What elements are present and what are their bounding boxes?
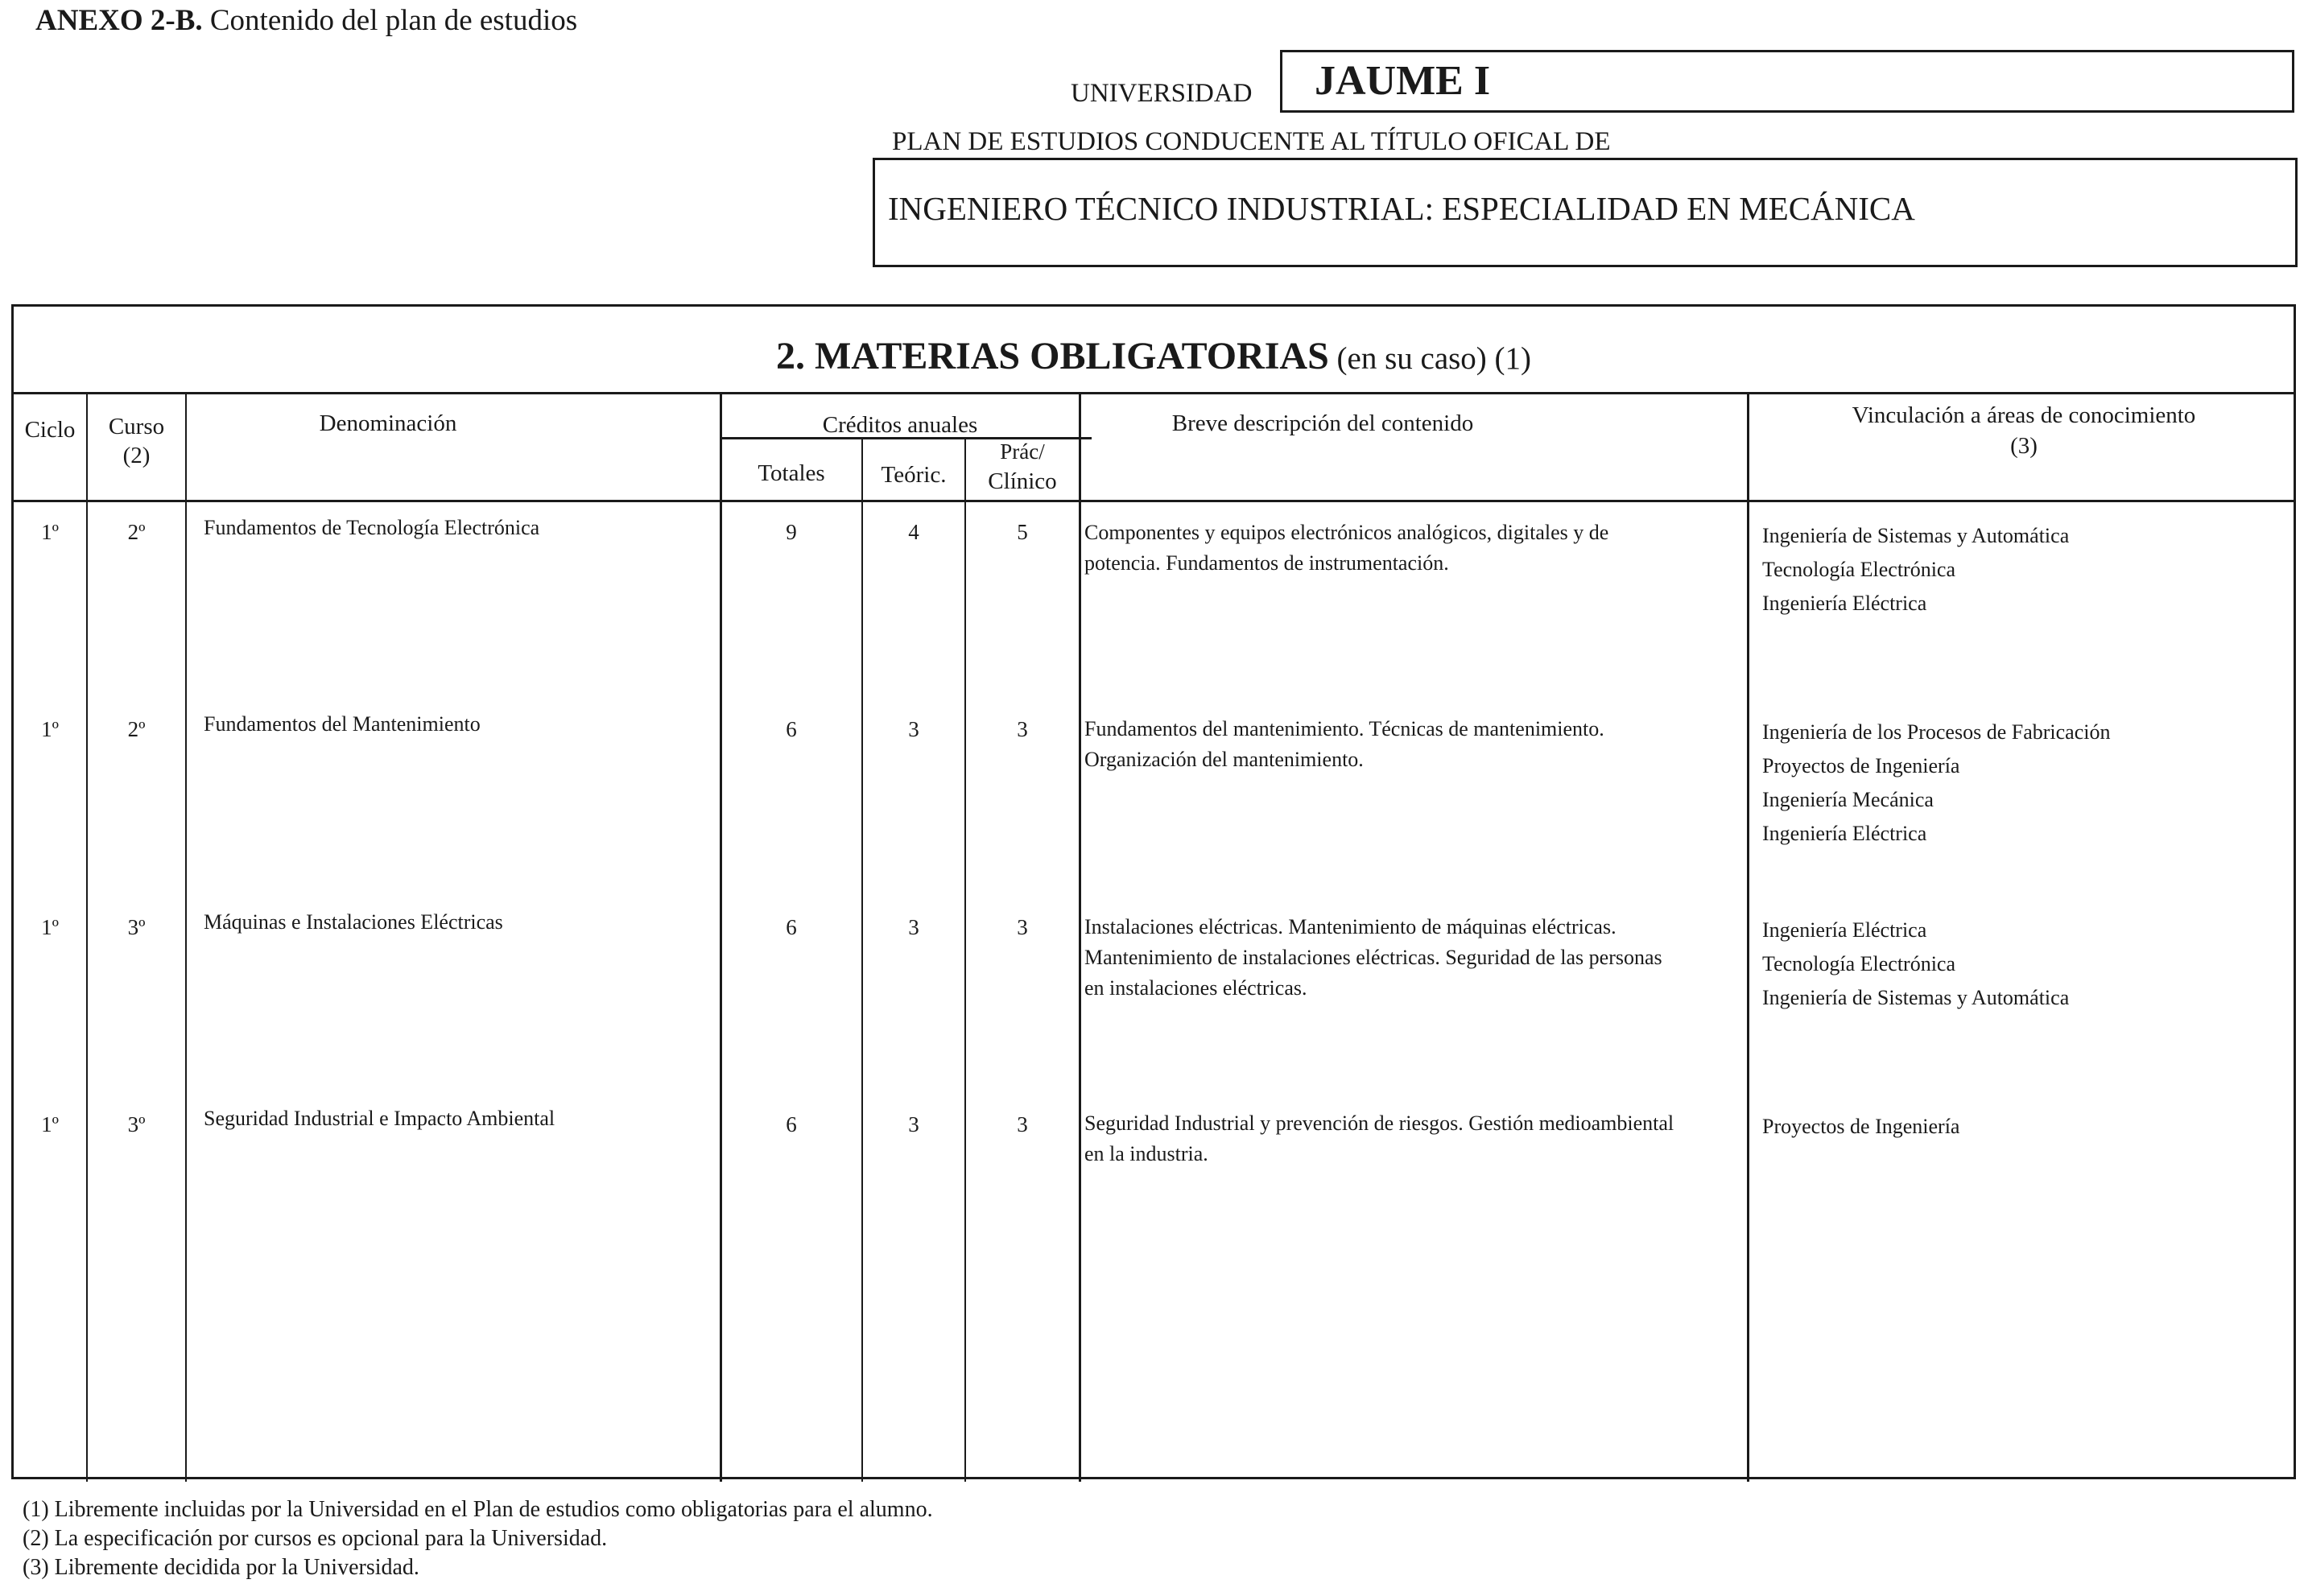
header-clinico: Clínico [988, 468, 1057, 494]
degree-title-box [873, 158, 2298, 267]
row-3-area: Ingeniería Eléctrica [1762, 918, 1927, 942]
column-line [964, 437, 966, 1482]
header-creditos: Créditos anuales [822, 412, 978, 438]
row-2-teoric: 3 [908, 717, 919, 741]
header-vinculacion: Vinculación a áreas de conocimiento [1852, 402, 2196, 428]
row-3-areas [1762, 913, 2069, 1015]
header-teoric: Teóric. [881, 462, 947, 488]
row-4-descripcion [1084, 1108, 1674, 1169]
row-2-denominacion: Fundamentos del Mantenimiento [204, 712, 481, 736]
row-2-prac: 3 [1017, 717, 1028, 741]
row-2-descripcion [1084, 714, 1604, 775]
row-3-totales: 6 [786, 915, 797, 939]
row-3-prac: 3 [1017, 915, 1028, 939]
plan-label: PLAN DE ESTUDIOS CONDUCENTE AL TÍTULO OFICAL DE [892, 127, 1611, 156]
row-1-prac: 5 [1017, 520, 1028, 544]
row-4-denominacion: Seguridad Industrial e Impacto Ambiental [204, 1107, 555, 1130]
university-box [1280, 50, 2294, 113]
row-3-teoric: 3 [908, 915, 919, 939]
footnote-3: (3) Libremente decidida por la Universidad. [23, 1555, 419, 1580]
row-3-desc-line: Instalaciones eléctricas. Mantenimiento de máquinas eléctricas. [1084, 915, 1617, 938]
header-denominacion: Denominación [319, 410, 457, 436]
row-4-desc-line: en la industria. [1084, 1142, 1208, 1165]
row-2-area: Ingeniería Mecánica [1762, 788, 1934, 811]
row-1-ciclo: 1º [41, 520, 59, 544]
row-4-teoric: 3 [908, 1112, 919, 1136]
row-1-area: Tecnología Electrónica [1762, 558, 1956, 581]
column-line [1079, 392, 1081, 1482]
section-heading: 2. MATERIAS OBLIGATORIAS [775, 335, 1329, 377]
column-line [185, 392, 187, 1482]
header-bottom-line [14, 500, 2294, 502]
university-name: JAUME I [1315, 58, 1491, 104]
row-2-totales: 6 [786, 717, 797, 741]
row-1-denominacion: Fundamentos de Tecnología Electrónica [204, 516, 540, 539]
footnote-1: (1) Libremente incluidas por la Universidad en el Plan de estudios como obligatorias para el alumno. [23, 1497, 933, 1522]
row-3-area: Ingeniería de Sistemas y Automática [1762, 986, 2070, 1009]
row-2-desc-line: Fundamentos del mantenimiento. Técnicas de mantenimiento. [1084, 717, 1604, 740]
subjects-table [11, 304, 2296, 1479]
row-2-areas [1762, 716, 2110, 851]
row-4-prac: 3 [1017, 1112, 1028, 1136]
header-totales: Totales [758, 460, 825, 486]
row-4-areas [1762, 1110, 1959, 1144]
row-3-descripcion [1084, 912, 1662, 1004]
row-3-desc-line: Mantenimiento de instalaciones eléctricas. Seguridad de las personas [1084, 946, 1662, 969]
degree-title: INGENIERO TÉCNICO INDUSTRIAL: ESPECIALIDAD EN MECÁNICA [888, 190, 1915, 227]
row-1-area: Ingeniería de Sistemas y Automática [1762, 524, 2070, 547]
table-divider [14, 392, 2294, 394]
header-curso: Curso [108, 414, 165, 439]
header-prac: Prác/ [1000, 439, 1045, 464]
annex-title [35, 3, 577, 38]
column-line [1747, 392, 1749, 1482]
footnote-2: (2) La especificación por cursos es opcional para la Universidad. [23, 1526, 608, 1551]
row-3-curso: 3º [127, 915, 146, 939]
section-subheading: (en su caso) (1) [1328, 341, 1532, 376]
row-2-area: Proyectos de Ingeniería [1762, 754, 1960, 777]
header-ciclo: Ciclo [24, 417, 76, 443]
row-1-descripcion [1084, 518, 1608, 579]
footnotes [23, 1495, 933, 1582]
row-2-ciclo: 1º [41, 717, 59, 741]
row-3-denominacion: Máquinas e Instalaciones Eléctricas [204, 910, 503, 934]
row-4-curso: 3º [127, 1112, 146, 1136]
university-label: UNIVERSIDAD [1071, 79, 1253, 108]
row-3-area: Tecnología Electrónica [1762, 952, 1956, 975]
row-4-totales: 6 [786, 1112, 797, 1136]
row-3-ciclo: 1º [41, 915, 59, 939]
row-2-area: Ingeniería Eléctrica [1762, 822, 1927, 845]
header-vinculacion-note: (3) [2010, 433, 2038, 459]
column-line [861, 437, 863, 1482]
row-1-desc-line: potencia. Fundamentos de instrumentación. [1084, 551, 1449, 575]
row-4-area: Proyectos de Ingeniería [1762, 1115, 1960, 1138]
row-1-teoric: 4 [908, 520, 919, 544]
row-4-desc-line: Seguridad Industrial y prevención de riesgos. Gestión medioambiental [1084, 1111, 1674, 1135]
annex-label: ANEXO 2-B. [35, 4, 203, 37]
header-curso-note: (2) [122, 443, 151, 468]
row-4-ciclo: 1º [41, 1112, 59, 1136]
row-2-desc-line: Organización del mantenimiento. [1084, 748, 1364, 771]
row-2-curso: 2º [127, 717, 146, 741]
row-1-totales: 9 [786, 520, 797, 544]
row-3-desc-line: en instalaciones eléctricas. [1084, 976, 1307, 1000]
row-2-area: Ingeniería de los Procesos de Fabricación [1762, 720, 2111, 744]
header-descripcion: Breve descripción del contenido [1171, 410, 1474, 436]
row-1-desc-line: Componentes y equipos electrónicos analógicos, digitales y de [1084, 521, 1609, 544]
row-1-area: Ingeniería Eléctrica [1762, 592, 1927, 615]
annex-description: Contenido del plan de estudios [202, 4, 578, 37]
section-title [14, 334, 2294, 378]
row-1-curso: 2º [127, 520, 146, 544]
row-1-areas [1762, 519, 2069, 621]
